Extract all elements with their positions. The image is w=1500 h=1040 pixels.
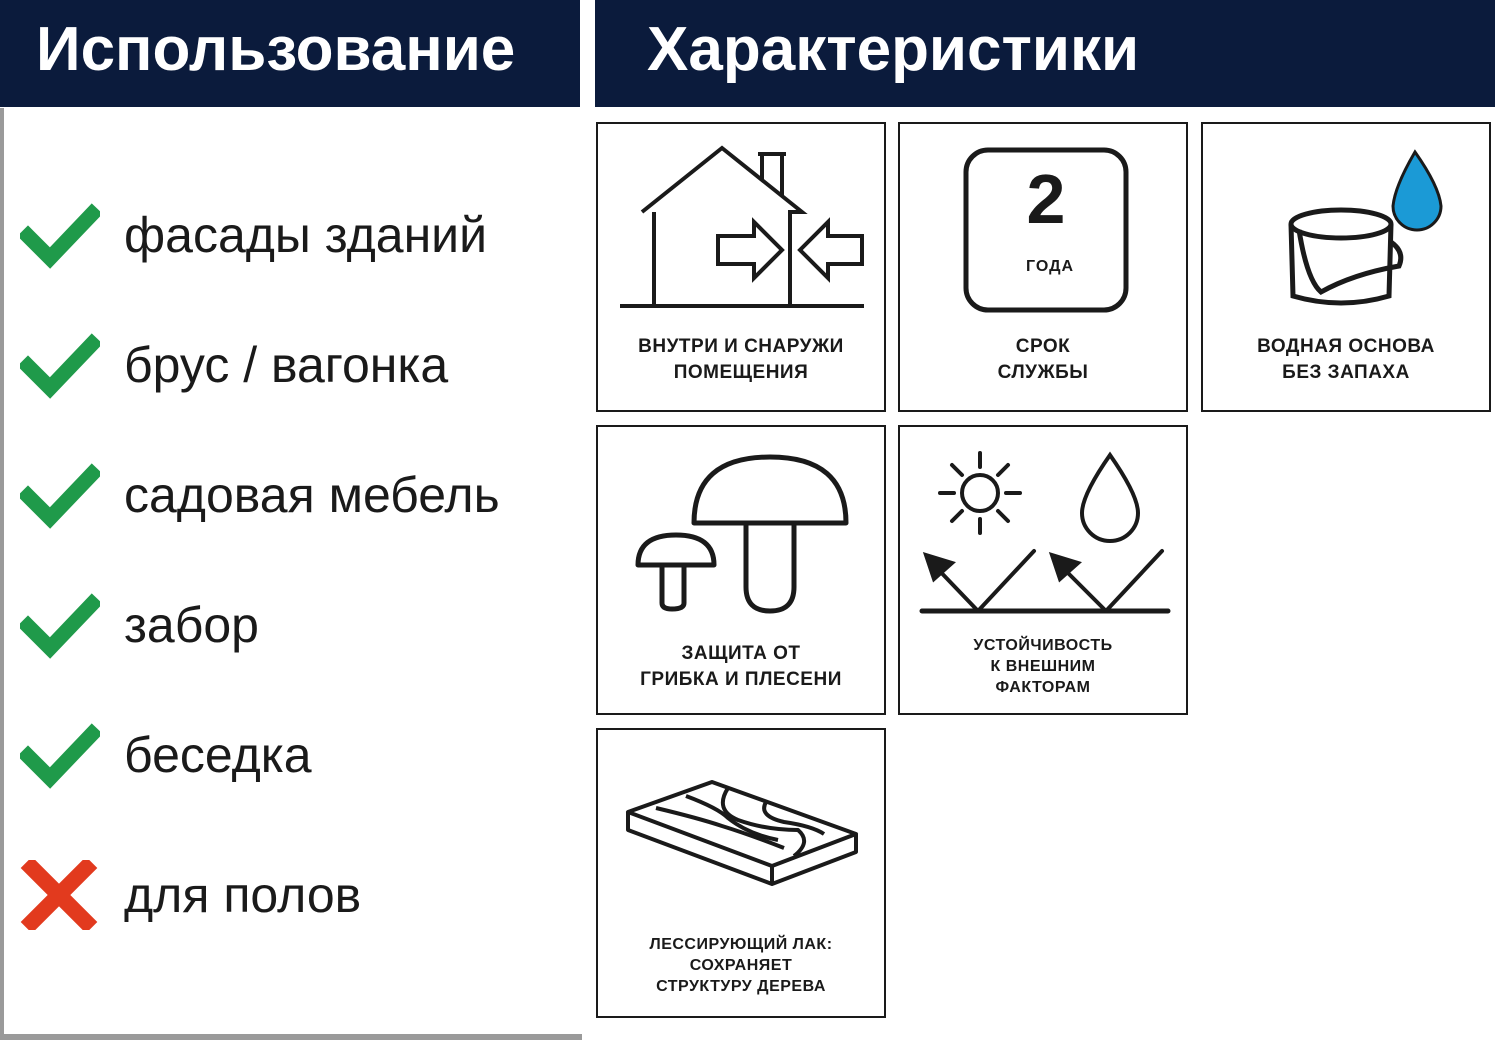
characteristic-caption: ЗАЩИТА ОТ ГРИБКА И ПЛЕСЕНИ — [640, 643, 842, 690]
drop-icon — [1082, 455, 1138, 541]
characteristic-caption: ВНУТРИ И СНАРУЖИ ПОМЕЩЕНИЯ — [638, 336, 844, 383]
characteristic-caption: ВОДНАЯ ОСНОВА БЕЗ ЗАПАХА — [1257, 336, 1435, 383]
characteristic-caption: УСТОЙЧИВОСТЬ К ВНЕШНИМ ФАКТОРАМ — [973, 637, 1113, 696]
characteristic-card-antifungal — [596, 425, 886, 715]
service-life-number: 2 — [1026, 160, 1066, 238]
usage-label: садовая мебель — [124, 467, 500, 523]
bottom-border — [0, 1034, 582, 1040]
characteristic-card-water-based — [1201, 122, 1491, 412]
characteristic-card-wood-structure — [596, 728, 886, 1018]
usage-label: для полов — [124, 867, 362, 923]
check-icon — [20, 460, 100, 530]
check-icon — [20, 720, 100, 790]
usage-item-floors — [20, 855, 361, 935]
usage-item-facades — [20, 195, 487, 275]
characteristics-header: Характеристики — [595, 0, 1495, 107]
characteristic-card-indoor-outdoor — [596, 122, 886, 412]
characteristic-card-weather-resistance — [898, 425, 1188, 715]
usage-label: забор — [124, 597, 259, 653]
characteristic-caption: ЛЕССИРУЮЩИЙ ЛАК: СОХРАНЯЕТ СТРУКТУРУ ДЕРЕВА — [649, 936, 833, 995]
service-life-unit: ГОДА — [1025, 258, 1075, 275]
check-icon — [20, 590, 100, 660]
sun-icon — [962, 475, 998, 511]
usage-header: Использование — [0, 0, 580, 107]
water-drop-icon — [1393, 152, 1441, 230]
usage-item-timber — [20, 325, 448, 405]
left-border — [0, 108, 4, 1040]
usage-item-fence — [20, 585, 259, 665]
usage-label: брус / вагонка — [124, 337, 449, 393]
check-icon — [20, 200, 100, 270]
usage-label: беседка — [124, 727, 312, 783]
check-icon — [20, 330, 100, 400]
characteristic-caption: СРОК СЛУЖБЫ — [997, 336, 1089, 383]
cross-icon — [20, 860, 100, 930]
characteristic-card-service-life — [898, 122, 1188, 412]
usage-item-gazebo — [20, 715, 312, 795]
usage-label: фасады зданий — [124, 207, 488, 263]
usage-item-garden-furniture — [20, 455, 500, 535]
